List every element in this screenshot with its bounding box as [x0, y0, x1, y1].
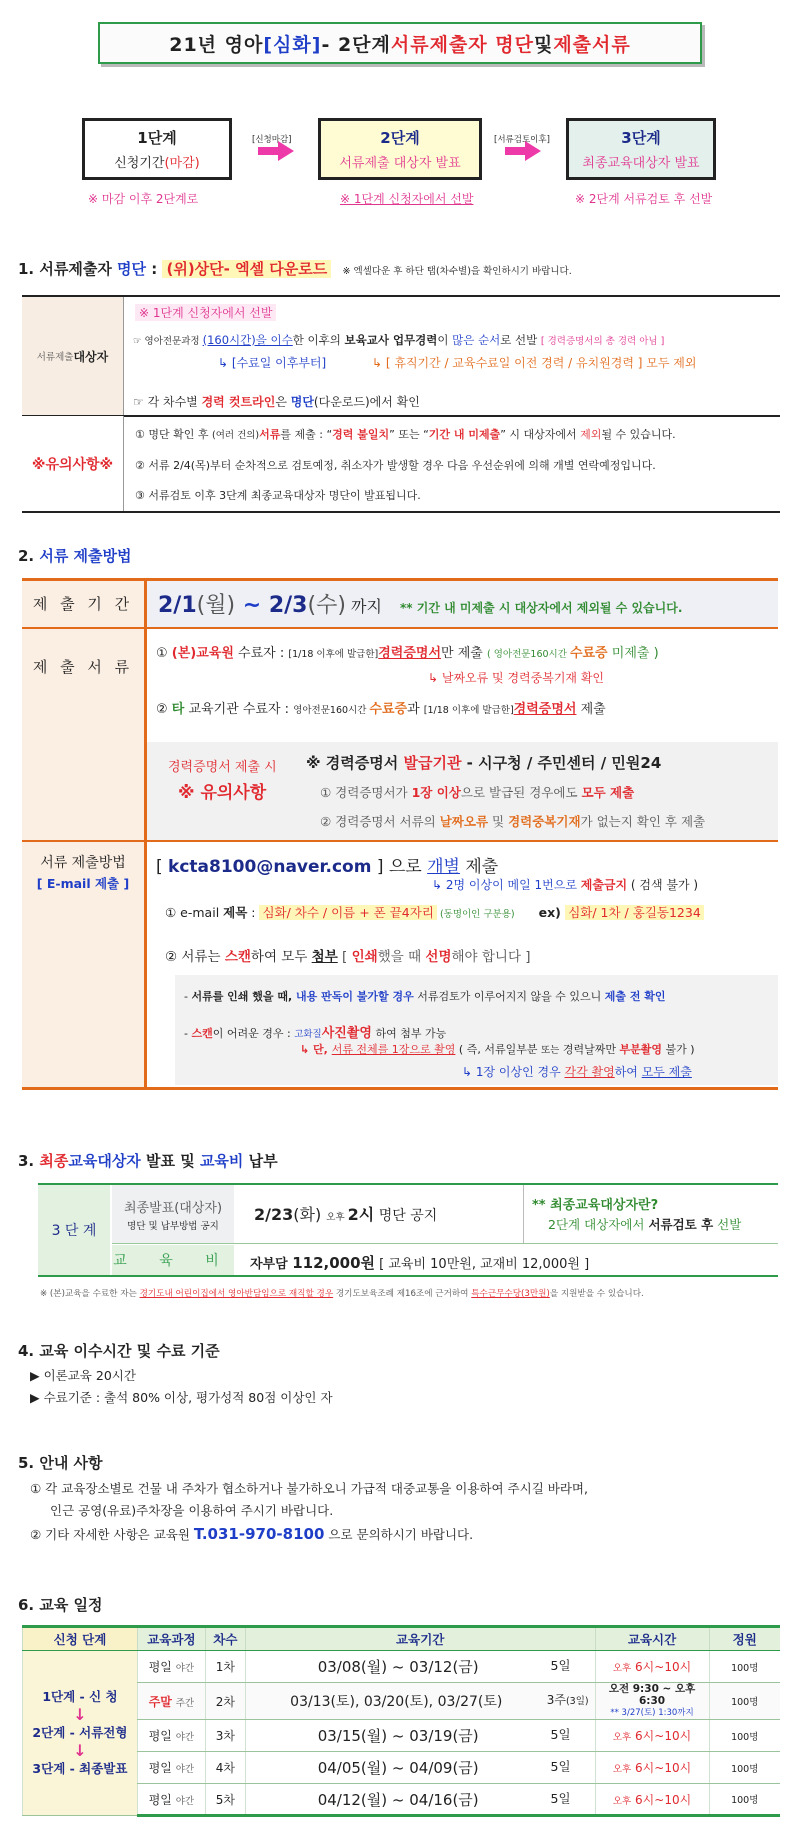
col-capacity: 정원 — [709, 1627, 780, 1651]
r1-line-2: ☞ 영아전문과정 (160시간)을 이수한 이후의 보육교사 업무경력이 많은 순서로 선발 [ 경력증명서의 총 경력 아님 ] — [133, 333, 665, 347]
title-part: 서류제출자 명단 — [390, 33, 534, 56]
arrow-label-1: [신청마감] — [252, 135, 292, 145]
s5-line-1b: 인근 공영(유료)주차장을 이용하여 주시기 바랍니다. — [50, 1503, 334, 1518]
col-period: 교육기간 — [245, 1627, 595, 1651]
note-line-2: - 스캔이 어려운 경우 : 고화질사진촬영 하여 첨부 가능 — [184, 1026, 447, 1041]
s4-line-2: ▶ 수료기준 : 출석 80% 이상, 평가성적 80점 이상인 자 — [30, 1390, 333, 1405]
step-1-title: 1단계 — [137, 129, 177, 147]
caution-line-1: ※ 경력증명서 발급기관 - 시구청 / 주민센터 / 민원24 — [306, 754, 662, 772]
method-label: 서류 제출방법 — [40, 855, 126, 871]
table-row: 평일 야간 3차 03/15(월) ~ 03/19(금) 5일 오후 6시~10시 100명 — [23, 1720, 781, 1752]
fee-amount: 자부담 112,000원 [ 교육비 10만원, 교재비 12,000원 ] — [250, 1254, 590, 1272]
caution-line-3: ② 경력증명서 서류의 날짜오류 및 경력중복기재가 없는지 확인 후 제출 — [320, 814, 706, 829]
table-row: 평일 야간 5차 04/12(월) ~ 04/16(금) 5일 오후 6시~10시 100명 — [23, 1784, 781, 1816]
r1-line-3b: ↳ [ 휴직기간 / 교육수료일 이전 경력 / 유치원경력 ] 모두 제외 — [372, 356, 697, 370]
title-part: 제출서류 — [553, 33, 631, 56]
title-part: - 2단계 — [321, 33, 391, 56]
step-1-note: ※ 마감 이후 2단계로 — [88, 192, 199, 206]
section-2-heading: 2. 서류 제출방법 — [18, 547, 132, 565]
r1-line-3a: ↳ [수료일 이후부터] — [218, 356, 327, 370]
note-line-3: ↳ 단, 서류 전체를 1장으로 촬영 ( 즉, 서류일부분 또는 경력날짜만 부분촬영 불가 ) — [300, 1043, 695, 1056]
arrow-label-2: [서류검토이후] — [494, 135, 550, 145]
arrow-down-icon: ↓ — [73, 1705, 87, 1724]
table-row: 평일 야간 4차 04/05(월) ~ 04/09(금) 5일 오후 6시~10시 100명 — [23, 1752, 781, 1784]
email-line: [ kcta8100@naver.com ] 으로 개별 제출 — [156, 857, 499, 877]
s4-line-1: ▶ 이론교육 20시간 — [30, 1368, 136, 1383]
step-3-box — [566, 118, 716, 180]
period-note: ** 기간 내 미제출 시 대상자에서 제외될 수 있습니다. — [400, 601, 683, 615]
r2-line-2: ② 서류 2/4(목)부터 순차적으로 검토예정, 취소자가 발생할 경우 다음 우선순위에 의해 개별 연락예정입니다. — [135, 459, 656, 472]
col-round: 차수 — [205, 1627, 245, 1651]
arrow-right-icon — [258, 142, 296, 160]
phone-number[interactable]: T.031-970-8100 — [193, 1525, 325, 1543]
method-label-email: [ E-mail 제출 ] — [36, 876, 130, 891]
step-2-title: 2단계 — [380, 129, 420, 147]
section-3-heading: 3. 최종교육대상자 발표 및 교육비 납부 — [18, 1152, 278, 1170]
step-3-note: ※ 2단계 서류검토 후 선발 — [575, 192, 713, 206]
stage-cell: 1단계 - 신 청 ↓ 2단계 - 서류전형 ↓ 3단계 - 최종발표 — [23, 1651, 138, 1816]
divider — [22, 415, 780, 417]
title-part: 21년 영아 — [169, 33, 264, 56]
col-time: 교육시간 — [595, 1627, 709, 1651]
r1-line-1: ※ 1단계 신청자에서 선발 — [135, 304, 276, 321]
step-1-desc-closed: (마감) — [164, 156, 200, 171]
fee-label: 교 육 비 — [112, 1245, 234, 1275]
caution-line-2: ① 경력증명서가 1장 이상으로 발급된 경우에도 모두 제출 — [320, 785, 635, 800]
step-3-desc: 최종교육대상자 발표 — [582, 156, 700, 171]
schedule-header-row — [23, 1627, 781, 1651]
title-part: [심화] — [263, 33, 322, 56]
scan-line: ② 서류는 스캔하여 모두 첨부 [ 인쇄했을 때 선명해야 합니다 ] — [165, 949, 531, 965]
note-line-4: ↳ 1장 이상인 경우 각각 촬영하여 모두 제출 — [462, 1065, 692, 1079]
note-line-1: - 서류를 인쇄 했을 때, 내용 판독이 불가할 경우 서류검토가 이루어지지 않을 수 있으니 제출 전 확인 — [184, 990, 666, 1003]
email-subject-line: ① e-mail 제목 : 심화/ 차수 / 이름 + 폰 끝4자리 (동명이인 구분용) ex) 심화/ 1차 / 홍길동1234 — [165, 903, 704, 921]
r1-line-4: ☞ 각 차수별 경력 컷트라인은 명단(다운로드)에서 확인 — [133, 395, 420, 409]
recipient-label: 서류제출 대상자 — [22, 297, 124, 415]
section-4-heading: 4. 교육 이수시간 및 수료 기준 — [18, 1342, 220, 1360]
s5-line-1: ① 각 교육장소별로 건물 내 주차가 협소하거나 불가하오니 가급적 대중교통을 이용하여 주시길 바라며, — [30, 1481, 588, 1496]
caution-label-a: 경력증명서 제출 시 — [168, 760, 277, 775]
period-label: 제 출 기 간 — [32, 595, 134, 613]
email-line-sub: ↳ 2명 이상이 메일 1번으로 제출금지 ( 검색 불가 ) — [432, 878, 699, 892]
docs-line-2: ② 타 교육기관 수료자 : 영아전문160시간 수료증과 [1/18 이후에 발급한]경력증명서 제출 — [156, 702, 606, 717]
email-address[interactable]: kcta8100@naver.com — [168, 857, 372, 877]
fee-footnote: ※ (본)교육을 수료한 자는 경기도내 어린이집에서 영아반담임으로 재직할 경우 경기도보육조례 제16조에 근거하여 특수근무수당(3만원)을 지원받을 수 있습니다. — [40, 1289, 644, 1299]
page-title — [98, 22, 702, 64]
stage-3-label: 3 단 계 — [38, 1185, 110, 1275]
r2-line-3: ③ 서류검토 이후 3단계 최종교육대상자 명단이 발표됩니다. — [135, 489, 421, 502]
r2-line-1: ① 명단 확인 후 (여러 건의)서류를 제출 : “경력 불일치” 또는 “기간 내 미제출” 시 대상자에서 제외될 수 있습니다. — [135, 428, 676, 441]
step-1-desc: 신청기간 — [114, 156, 165, 171]
arrow-down-icon: ↓ — [73, 1741, 87, 1760]
docs-line-1: ① (본)교육원 수료자 : [1/18 이후에 발급한]경력증명서만 제출 ( 영아전문160시간 수료증 미제출 ) — [156, 646, 659, 661]
s5-line-2: ② 기타 자세한 사항은 교육원 T.031-970-8100 으로 문의하시기 바랍니다. — [30, 1525, 474, 1543]
schedule-table — [22, 1625, 780, 1817]
col-course: 교육과정 — [137, 1627, 205, 1651]
section-5-heading: 5. 안내 사항 — [18, 1454, 103, 1472]
announcement-label: 최종발표(대상자) 명단 및 납부방법 공지 — [112, 1185, 234, 1243]
announcement-date: 2/23(화) 오후 2시 명단 공지 — [254, 1205, 438, 1224]
table-row: 주말 주간 2차 03/13(토), 03/20(토), 03/27(토) 3주(3일) 오전 9:30 ~ 오후 6:30 ** 3/27(토) 1:30까지 100명 — [23, 1683, 781, 1720]
step-2-desc: 서류제출 대상자 발표 — [339, 156, 461, 171]
table-row: 1단계 - 신 청 ↓ 2단계 - 서류전형 ↓ 3단계 - 최종발표 평일 야간 1차 03/08(월) ~ 03/12(금) 5일 오후 6시~10시 100명 — [23, 1651, 781, 1683]
step-2-note: ※ 1단계 신청자에서 선발 — [340, 192, 474, 206]
step-2-box — [318, 118, 482, 180]
docs-line-1-sub: ↳ 날짜오류 및 경력중복기재 확인 — [428, 671, 605, 685]
title-part: 및 — [533, 33, 554, 56]
step-1-box — [82, 118, 232, 180]
definition-text: 2단계 대상자에서 서류검토 후 선발 — [548, 1217, 742, 1232]
step-3-title: 3단계 — [621, 129, 661, 147]
caution-label: ※유의사항※ — [22, 416, 124, 511]
section-1-heading: 1. 서류제출자 명단 : (위)상단- 엑셀 다운로드 ※ 엑셀다운 후 하단 탭(차수별)을 확인하시기 바랍니다. — [18, 260, 572, 278]
submission-period: 2/1(월) ~ 2/3(수) 까지 — [158, 593, 382, 618]
docs-label: 제 출 서 류 — [32, 658, 134, 676]
col-stage: 신청 단계 — [23, 1627, 138, 1651]
caution-label-b: ※ 유의사항 — [178, 783, 267, 803]
definition-title: ** 최종교육대상자란? — [532, 1198, 659, 1213]
arrow-right-icon — [505, 142, 543, 160]
section-6-heading: 6. 교육 일정 — [18, 1596, 103, 1614]
